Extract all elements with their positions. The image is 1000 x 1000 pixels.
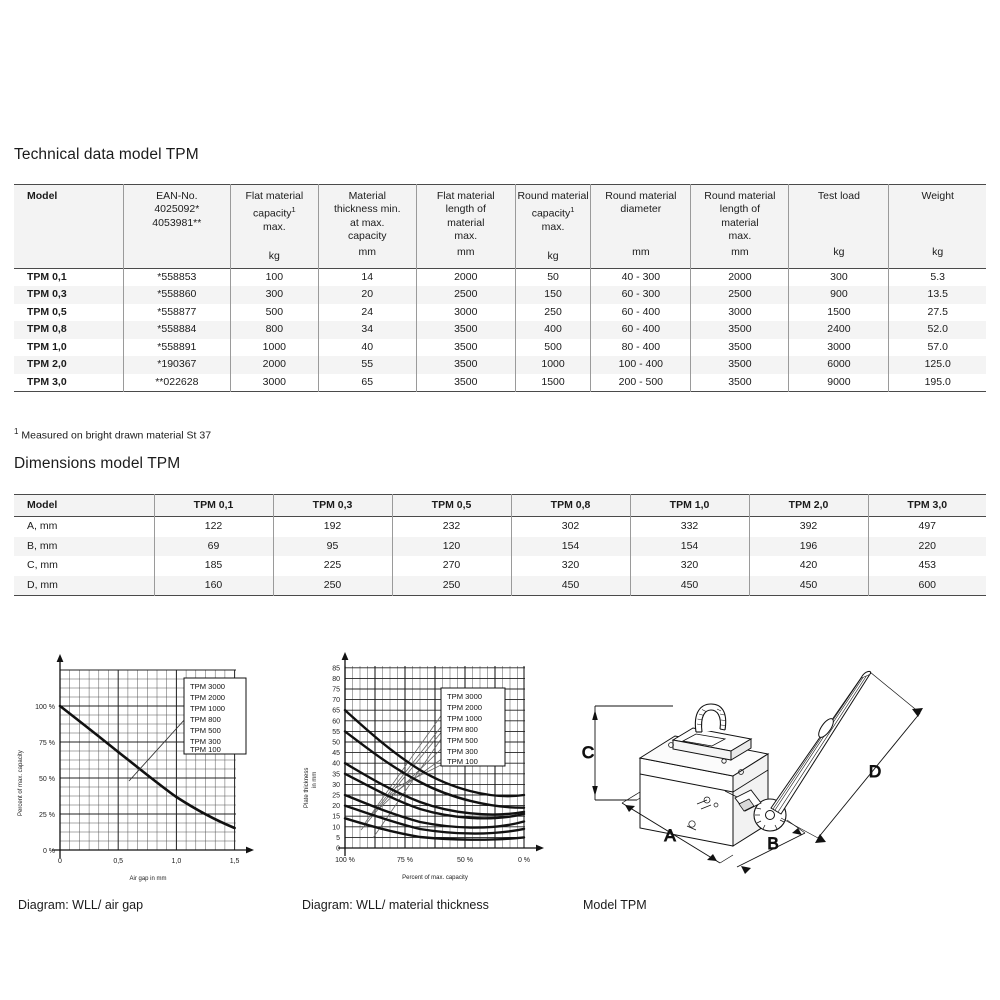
technical-table-body [14, 268, 986, 392]
technical-cell-r6-c8: 9000 [789, 374, 889, 392]
thickness-legend-item-2: TPM 1000 [447, 714, 483, 723]
technical-row-model: TPM 3,0 [27, 375, 67, 388]
technical-header-cell-2-line-2: max. [262, 221, 286, 234]
airgap-legend-item-1: TPM 2000 [190, 693, 226, 702]
thickness-ytick-25: 25 [332, 792, 340, 800]
technical-header-cell-9 [889, 185, 986, 269]
technical-cell-r5-c5: 1000 [515, 356, 591, 374]
dimension-label-c: C [581, 743, 595, 762]
table-row [14, 517, 986, 537]
dimensions-row-label: A, mm [27, 520, 58, 533]
dimensions-cell-r1-c3: 120 [392, 537, 511, 557]
thickness-legend-item-5: TPM 300 [447, 747, 478, 756]
technical-cell-r1-c1: *558860 [123, 286, 230, 304]
technical-cell-r1-c5: 150 [515, 286, 591, 304]
table-row [14, 339, 986, 357]
dimensions-cell-r1-c4: 154 [511, 537, 630, 557]
technical-header-unit-5: kg [547, 250, 559, 263]
table-row [14, 374, 986, 392]
table-row [14, 286, 986, 304]
technical-header-unit-8: kg [833, 245, 845, 258]
thickness-ytick-15: 15 [332, 813, 340, 821]
dimensions-table-head [14, 495, 986, 517]
technical-cell-r1-c3: 20 [318, 286, 416, 304]
footnote-ref: 1 [570, 205, 575, 215]
technical-cell-r0-c5: 50 [515, 268, 591, 286]
dimensions-cell-r2-c2: 225 [273, 556, 392, 576]
technical-cell-r1-c4: 2500 [416, 286, 515, 304]
thickness-ytick-50: 50 [332, 739, 340, 747]
technical-header-unit-4: mm [457, 245, 475, 258]
table-row [14, 537, 986, 557]
dimensions-header-cell-7: TPM 3,0 [868, 495, 986, 517]
technical-header-cell-5-line-1: capacity$^1$ [531, 205, 575, 220]
technical-header-cell-6 [591, 185, 691, 269]
technical-header-cell-5-line-0: Round material [517, 190, 589, 202]
technical-cell-r5-c6: 100 - 400 [591, 356, 691, 374]
dimensions-cell-r2-c7: 453 [868, 556, 986, 576]
technical-row-model: TPM 1,0 [27, 340, 67, 353]
thickness-ytick-5: 5 [336, 834, 340, 842]
technical-header-unit-2: kg [268, 250, 280, 263]
dimensions-cell-r1-c6: 196 [749, 537, 868, 557]
technical-cell-r2-c3: 24 [318, 304, 416, 322]
thickness-ytick-10: 10 [332, 824, 340, 832]
technical-table-head [14, 185, 986, 269]
technical-header-cell-3-line-2: at max. [350, 216, 385, 229]
technical-header-cell-4 [416, 185, 515, 269]
thickness-ytick-0: 0 [336, 845, 340, 853]
thickness-ytick-70: 70 [332, 697, 340, 705]
technical-cell-r5-c4: 3500 [416, 356, 515, 374]
table-row [14, 356, 986, 374]
thickness-ytick-55: 55 [332, 728, 340, 736]
technical-header-cell-4-line-3: max. [454, 230, 478, 243]
airgap-legend-item-0: TPM 3000 [190, 682, 226, 691]
thickness-y-axis-label-line2: in mm [312, 771, 318, 788]
dimensions-cell-r3-c7: 600 [868, 576, 986, 596]
airgap-ytick-0: 0 % [42, 848, 55, 855]
thickness-xtick-50: 50 % [457, 857, 473, 864]
technical-cell-r1-c2: 300 [230, 286, 318, 304]
technical-header-cell-7-line-2: material [721, 216, 759, 229]
airgap-ytick-50: 50 % [39, 776, 55, 783]
dimensions-table [14, 494, 986, 596]
dimensions-cell-r2-c6: 420 [749, 556, 868, 576]
technical-header-cell-1-line-1: 4025092* [154, 203, 200, 216]
thickness-ytick-20: 20 [332, 803, 340, 811]
thickness-ytick-75: 75 [332, 686, 340, 694]
technical-cell-r2-c4: 3000 [416, 304, 515, 322]
technical-cell-r2-c5: 250 [515, 304, 591, 322]
footnote-marker: 1 [14, 427, 19, 436]
technical-row-model: TPM 0,5 [27, 305, 67, 318]
airgap-x-axis-label: Air gap in mm [129, 876, 167, 882]
thickness-x-axis-label: Percent of max. capacity [402, 875, 468, 881]
dimensions-cell-r2-c4: 320 [511, 556, 630, 576]
technical-header-unit-7: mm [731, 245, 749, 258]
airgap-legend [184, 678, 246, 754]
technical-header-cell-0-line-0: Model [27, 190, 58, 202]
thickness-x-arrow [536, 845, 544, 852]
thickness-ytick-80: 80 [332, 675, 340, 683]
dimensions-row-label: C, mm [27, 559, 58, 572]
technical-header-cell-3-line-3: capacity [347, 230, 387, 243]
technical-header-cell-6-line-1: diameter [620, 203, 662, 216]
airgap-legend-item-4: TPM 500 [190, 726, 221, 735]
technical-header-unit-3: mm [358, 245, 376, 258]
dimensions-table-body [14, 517, 986, 596]
thickness-legend-item-4: TPM 500 [447, 736, 478, 745]
technical-cell-r2-c2: 500 [230, 304, 318, 322]
technical-cell-r4-c8: 3000 [789, 339, 889, 357]
technical-cell-r3-c7: 3500 [691, 321, 789, 339]
technical-header-cell-4-line-2: material [447, 216, 485, 229]
technical-cell-r1-c8: 900 [789, 286, 889, 304]
technical-footnote [14, 427, 211, 442]
footnote-text: Measured on bright drawn material St 37 [21, 429, 212, 442]
technical-cell-r3-c8: 2400 [789, 321, 889, 339]
caption-wll-air-gap: Diagram: WLL/ air gap [18, 898, 144, 912]
technical-cell-r6-c9: 195.0 [889, 374, 986, 392]
technical-row-model: TPM 0,8 [27, 323, 67, 336]
thickness-ytick-65: 65 [332, 707, 340, 715]
technical-cell-r5-c1: *190367 [123, 356, 230, 374]
technical-cell-r6-c1: **022628 [123, 374, 230, 392]
chart-wll-air-gap [10, 648, 280, 908]
technical-row-model: TPM 0,3 [27, 288, 67, 301]
dimensions-cell-r0-c2: 192 [273, 517, 392, 537]
airgap-legend-item-5: TPM 300 [190, 737, 221, 746]
technical-cell-r2-c9: 27.5 [889, 304, 986, 322]
technical-header-cell-7 [691, 185, 789, 269]
dimensions-header-row [14, 495, 986, 517]
technical-cell-r6-c4: 3500 [416, 374, 515, 392]
thickness-y-ticks [332, 665, 340, 852]
technical-header-cell-7-line-0: Round material [704, 190, 776, 202]
dimensions-row-label: B, mm [27, 539, 58, 552]
dimensions-header-cell-4: TPM 0,8 [511, 495, 630, 517]
airgap-legend-item-2: TPM 1000 [190, 704, 226, 713]
technical-header-cell-2-line-0: Flat material [245, 190, 304, 202]
dimensions-cell-r0-c5: 332 [630, 517, 749, 537]
table-row [14, 556, 986, 576]
technical-cell-r4-c6: 80 - 400 [591, 339, 691, 357]
technical-header-unit-6: mm [632, 245, 650, 258]
technical-drawing-tpm [565, 648, 990, 908]
technical-header-cell-2 [230, 185, 318, 269]
technical-cell-r3-c3: 34 [318, 321, 416, 339]
technical-cell-r5-c2: 2000 [230, 356, 318, 374]
dimensions-cell-r1-c1: 69 [154, 537, 273, 557]
thickness-legend-item-0: TPM 3000 [447, 692, 483, 701]
dimensions-cell-r3-c6: 450 [749, 576, 868, 596]
technical-data-table [14, 184, 986, 392]
thickness-ytick-85: 85 [332, 665, 340, 673]
caption-model-tpm: Model TPM [583, 898, 647, 912]
dimensions-header-cell-6: TPM 2,0 [749, 495, 868, 517]
technical-cell-r6-c7: 3500 [691, 374, 789, 392]
technical-header-cell-9-line-0: Weight [921, 190, 954, 202]
dimensions-cell-r2-c5: 320 [630, 556, 749, 576]
technical-cell-r0-c2: 100 [230, 268, 318, 286]
technical-header-cell-5-line-2: max. [541, 221, 565, 234]
thickness-ytick-35: 35 [332, 771, 340, 779]
technical-cell-r5-c8: 6000 [789, 356, 889, 374]
dimensions-cell-r0-c1: 122 [154, 517, 273, 537]
dimensions-header-cell-1: TPM 0,1 [154, 495, 273, 517]
technical-row-model: TPM 2,0 [27, 358, 67, 371]
dimensions-row-label: D, mm [27, 578, 58, 591]
technical-cell-r0-c9: 5.3 [889, 268, 986, 286]
technical-header-cell-6-line-0: Round material [605, 190, 677, 202]
dimensions-cell-r0-c6: 392 [749, 517, 868, 537]
thickness-xtick-0: 0 % [517, 857, 531, 864]
technical-cell-r5-c9: 125.0 [889, 356, 986, 374]
technical-cell-r2-c8: 1500 [789, 304, 889, 322]
technical-cell-r0-c6: 40 - 300 [591, 268, 691, 286]
technical-cell-r3-c2: 800 [230, 321, 318, 339]
technical-cell-r2-c7: 3000 [691, 304, 789, 322]
technical-cell-r2-c6: 60 - 400 [591, 304, 691, 322]
dimensions-cell-r0-c7: 497 [868, 517, 986, 537]
table-row [14, 321, 986, 339]
technical-cell-r0-c8: 300 [789, 268, 889, 286]
technical-header-cell-8-line-0: Test load [817, 190, 860, 202]
technical-header-row [14, 185, 986, 269]
airgap-xtick-10: 1,0 [171, 858, 182, 865]
technical-cell-r3-c5: 400 [515, 321, 591, 339]
technical-header-cell-3-line-0: Material [348, 190, 386, 202]
chart-wll-material-thickness [295, 648, 560, 908]
technical-header-cell-0 [14, 185, 123, 269]
technical-cell-r5-c7: 3500 [691, 356, 789, 374]
technical-cell-r0-c7: 2000 [691, 268, 789, 286]
dimension-label-b: B [767, 834, 779, 853]
airgap-x-arrow [246, 847, 254, 854]
thickness-ytick-60: 60 [332, 718, 340, 726]
technical-cell-r3-c1: *558884 [123, 321, 230, 339]
dimension-label-a: A [664, 826, 676, 845]
technical-header-cell-3-line-1: thickness min. [333, 203, 401, 216]
airgap-y-axis-label: Percent of max. capacity [18, 750, 24, 816]
technical-header-cell-2-line-1: capacity$^1$ [252, 205, 296, 220]
dimension-label-d: D [868, 762, 882, 781]
technical-header-cell-3 [318, 185, 416, 269]
dimensions-cell-r3-c3: 250 [392, 576, 511, 596]
caption-wll-material-thickness: Diagram: WLL/ material thickness [302, 898, 489, 912]
technical-cell-r0-c3: 14 [318, 268, 416, 286]
technical-cell-r6-c2: 3000 [230, 374, 318, 392]
dimensions-header-cell-3: TPM 0,5 [392, 495, 511, 517]
thickness-ytick-45: 45 [332, 750, 340, 758]
airgap-ytick-25: 25 % [39, 812, 55, 819]
technical-cell-r3-c6: 60 - 400 [591, 321, 691, 339]
technical-cell-r3-c9: 52.0 [889, 321, 986, 339]
dimensions-title: Dimensions model TPM [14, 455, 181, 472]
thickness-legend-item-1: TPM 2000 [447, 703, 483, 712]
technical-cell-r0-c1: *558853 [123, 268, 230, 286]
technical-cell-r3-c4: 3500 [416, 321, 515, 339]
lever-handle [771, 671, 871, 814]
technical-header-cell-1-line-0: EAN-No. [156, 190, 198, 202]
dimensions-cell-r0-c3: 232 [392, 517, 511, 537]
airgap-legend-item-6: TPM 100 [190, 745, 221, 754]
technical-header-cell-8 [789, 185, 889, 269]
dimensions-header-cell-0: Model [14, 495, 154, 517]
thickness-xtick-100: 100 % [335, 857, 355, 864]
thickness-legend-item-3: TPM 800 [447, 725, 478, 734]
dimensions-cell-r1-c2: 95 [273, 537, 392, 557]
airgap-xtick-15: 1,5 [229, 858, 240, 865]
technical-cell-r4-c9: 57.0 [889, 339, 986, 357]
dimensions-cell-r0-c4: 302 [511, 517, 630, 537]
dimensions-cell-r1-c5: 154 [630, 537, 749, 557]
airgap-ytick-100: 100 % [35, 704, 55, 711]
technical-header-cell-7-line-1: length of [719, 203, 761, 216]
technical-cell-r0-c4: 2000 [416, 268, 515, 286]
dimensions-cell-r3-c5: 450 [630, 576, 749, 596]
technical-header-cell-4-line-1: length of [445, 203, 486, 216]
lifting-eye [695, 704, 725, 732]
thickness-legend [441, 688, 505, 766]
dimensions-cell-r2-c1: 185 [154, 556, 273, 576]
technical-cell-r4-c2: 1000 [230, 339, 318, 357]
airgap-y-arrow [57, 654, 64, 662]
table-row [14, 304, 986, 322]
airgap-legend-item-3: TPM 800 [190, 715, 221, 724]
dimensions-cell-r3-c4: 450 [511, 576, 630, 596]
technical-header-unit-0 [27, 246, 123, 259]
technical-cell-r6-c6: 200 - 500 [591, 374, 691, 392]
thickness-y-arrow [342, 652, 349, 660]
dimensions-header-cell-5: TPM 1,0 [630, 495, 749, 517]
technical-cell-r5-c3: 55 [318, 356, 416, 374]
dimensions-header-cell-2: TPM 0,3 [273, 495, 392, 517]
technical-header-unit-9: kg [932, 245, 944, 258]
technical-cell-r4-c4: 3500 [416, 339, 515, 357]
thickness-y-axis-label-line1: Plate thickness [304, 767, 310, 808]
airgap-xtick-05: 0,5 [113, 858, 124, 865]
technical-cell-r4-c3: 40 [318, 339, 416, 357]
footnote-ref: 1 [291, 205, 296, 215]
thickness-ytick-40: 40 [332, 760, 340, 768]
thickness-ytick-30: 30 [332, 781, 340, 789]
table-row [14, 268, 986, 286]
technical-row-model: TPM 0,1 [27, 270, 67, 283]
technical-header-cell-7-line-3: max. [728, 230, 752, 243]
technical-cell-r2-c1: *558877 [123, 304, 230, 322]
dimensions-cell-r2-c3: 270 [392, 556, 511, 576]
technical-header-unit-1 [124, 246, 230, 259]
technical-cell-r1-c7: 2500 [691, 286, 789, 304]
technical-cell-r4-c7: 3500 [691, 339, 789, 357]
technical-header-cell-1 [123, 185, 230, 269]
airgap-xtick-0: 0 [58, 858, 62, 865]
technical-cell-r6-c5: 1500 [515, 374, 591, 392]
technical-header-cell-4-line-0: Flat material [436, 190, 495, 202]
technical-data-title: Technical data model TPM [14, 146, 199, 163]
dimensions-cell-r1-c7: 220 [868, 537, 986, 557]
technical-header-cell-1-line-2: 4053981** [152, 216, 202, 229]
technical-cell-r1-c9: 13.5 [889, 286, 986, 304]
technical-cell-r6-c3: 65 [318, 374, 416, 392]
thickness-xtick-75: 75 % [397, 857, 413, 864]
table-row [14, 576, 986, 596]
technical-header-cell-5 [515, 185, 591, 269]
technical-cell-r4-c1: *558891 [123, 339, 230, 357]
dimensions-cell-r3-c1: 160 [154, 576, 273, 596]
airgap-ytick-75: 75 % [39, 740, 55, 747]
technical-cell-r1-c6: 60 - 300 [591, 286, 691, 304]
technical-cell-r4-c5: 500 [515, 339, 591, 357]
thickness-legend-item-6: TPM 100 [447, 757, 478, 766]
dimensions-cell-r3-c2: 250 [273, 576, 392, 596]
